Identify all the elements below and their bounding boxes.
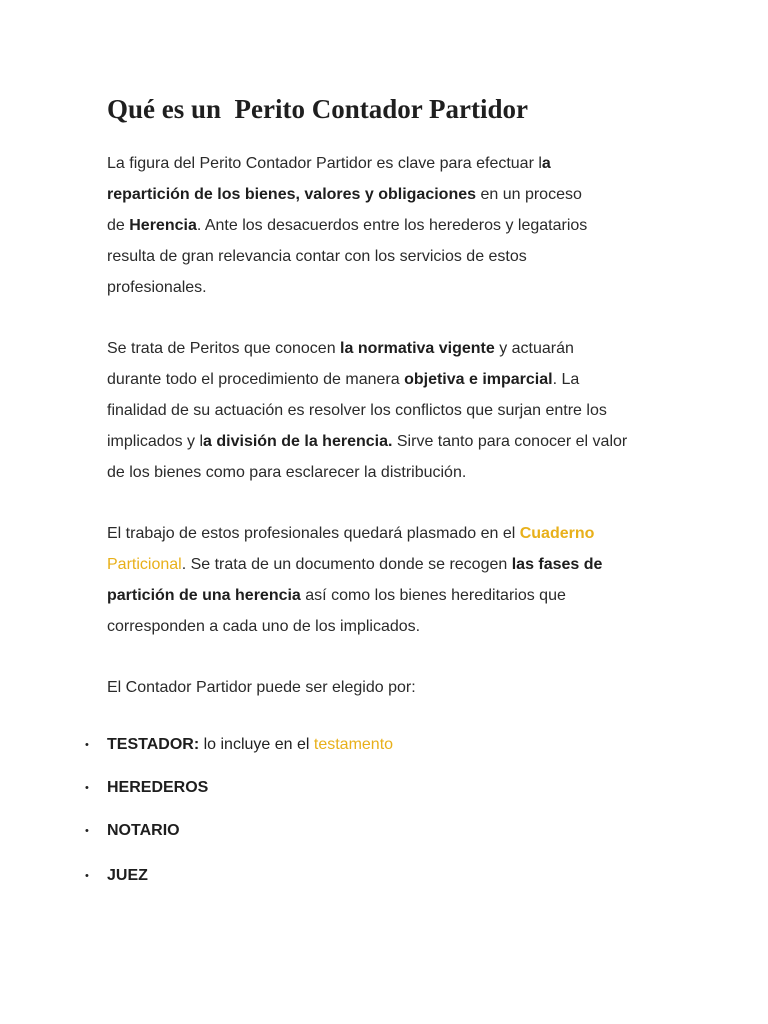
text-line: finalidad de su actuación es resolver los conflictos que surjan entre los xyxy=(107,402,607,419)
text-line: repartición de los bienes, valores y obligaciones en un proceso xyxy=(107,186,582,203)
bullet-icon: • xyxy=(85,825,89,837)
text-line: Particional. Se trata de un documento donde se recogen las fases de xyxy=(107,556,603,573)
bullet-icon: • xyxy=(85,739,89,751)
bullet-icon: • xyxy=(85,870,89,882)
testamento-link[interactable]: testamento xyxy=(313,736,394,753)
bullet-icon: • xyxy=(85,782,89,794)
text-line: resulta de gran relevancia contar con los servicios de estos xyxy=(107,248,527,265)
page-title: Qué es un Perito Contador Partidor xyxy=(107,94,528,124)
text-line: El Contador Partidor puede ser elegido por: xyxy=(107,679,416,696)
elegido-por-paragraph xyxy=(107,672,667,703)
text-line: La figura del Perito Contador Partidor es clave para efectuar la xyxy=(107,155,551,172)
text-line: Se trata de Peritos que conocen la normativa vigente y actuarán xyxy=(107,340,574,357)
cuaderno-particional-link[interactable]: Cuaderno xyxy=(519,525,595,542)
cuaderno-particional-link[interactable]: Particional xyxy=(107,556,182,573)
text-line: durante todo el procedimiento de manera objetiva e imparcial. La xyxy=(107,371,580,388)
peritos-paragraph xyxy=(107,333,667,488)
cuaderno-paragraph xyxy=(107,518,667,642)
text-line: profesionales. xyxy=(107,279,207,296)
text-line: partición de una herencia así como los bienes hereditarios que xyxy=(107,587,566,604)
document-page: Qué es un Perito Contador Partidor La figura del Perito Contador Partidor es clave para efectuar la repartición de los bienes, valores y obligaciones en un proceso de Herencia. Ante los desacuerdos entre los herederos y legatarios resulta de gran relevancia contar con los servicios de estos profesionales. Se trata de Peritos que conocen la normativa vigente y actuarán durante todo el procedimiento de manera objetiva e imparcial. La finalidad de su actuación es resolver los conflictos que surjan entre los implicados y la división de la herencia. Sirve tanto para conocer el valor de los bienes como para esclarecer la distribución. El trabajo de estos profesionales quedará plasmado en el Cuaderno Particional. Se trata de un documento donde se recogen las fases de partición de una herencia así como los bienes hereditarios que corresponden a cada uno de los implicados. El Contador Partidor puede ser elegido por: • TESTADOR: lo incluye en el testamento • HEREDEROS • NOTARIO • JUEZ xyxy=(0,0,768,1024)
text-line: El trabajo de estos profesionales quedará plasmado en el Cuaderno xyxy=(107,525,595,542)
text-line: corresponden a cada uno de los implicados. xyxy=(107,618,421,635)
text-line: implicados y la división de la herencia. Sirve tanto para conocer el valor xyxy=(107,433,628,450)
intro-paragraph xyxy=(107,148,667,303)
text-line: de los bienes como para esclarecer la distribución. xyxy=(107,464,467,481)
text-line: de Herencia. Ante los desacuerdos entre los herederos y legatarios xyxy=(107,217,588,234)
